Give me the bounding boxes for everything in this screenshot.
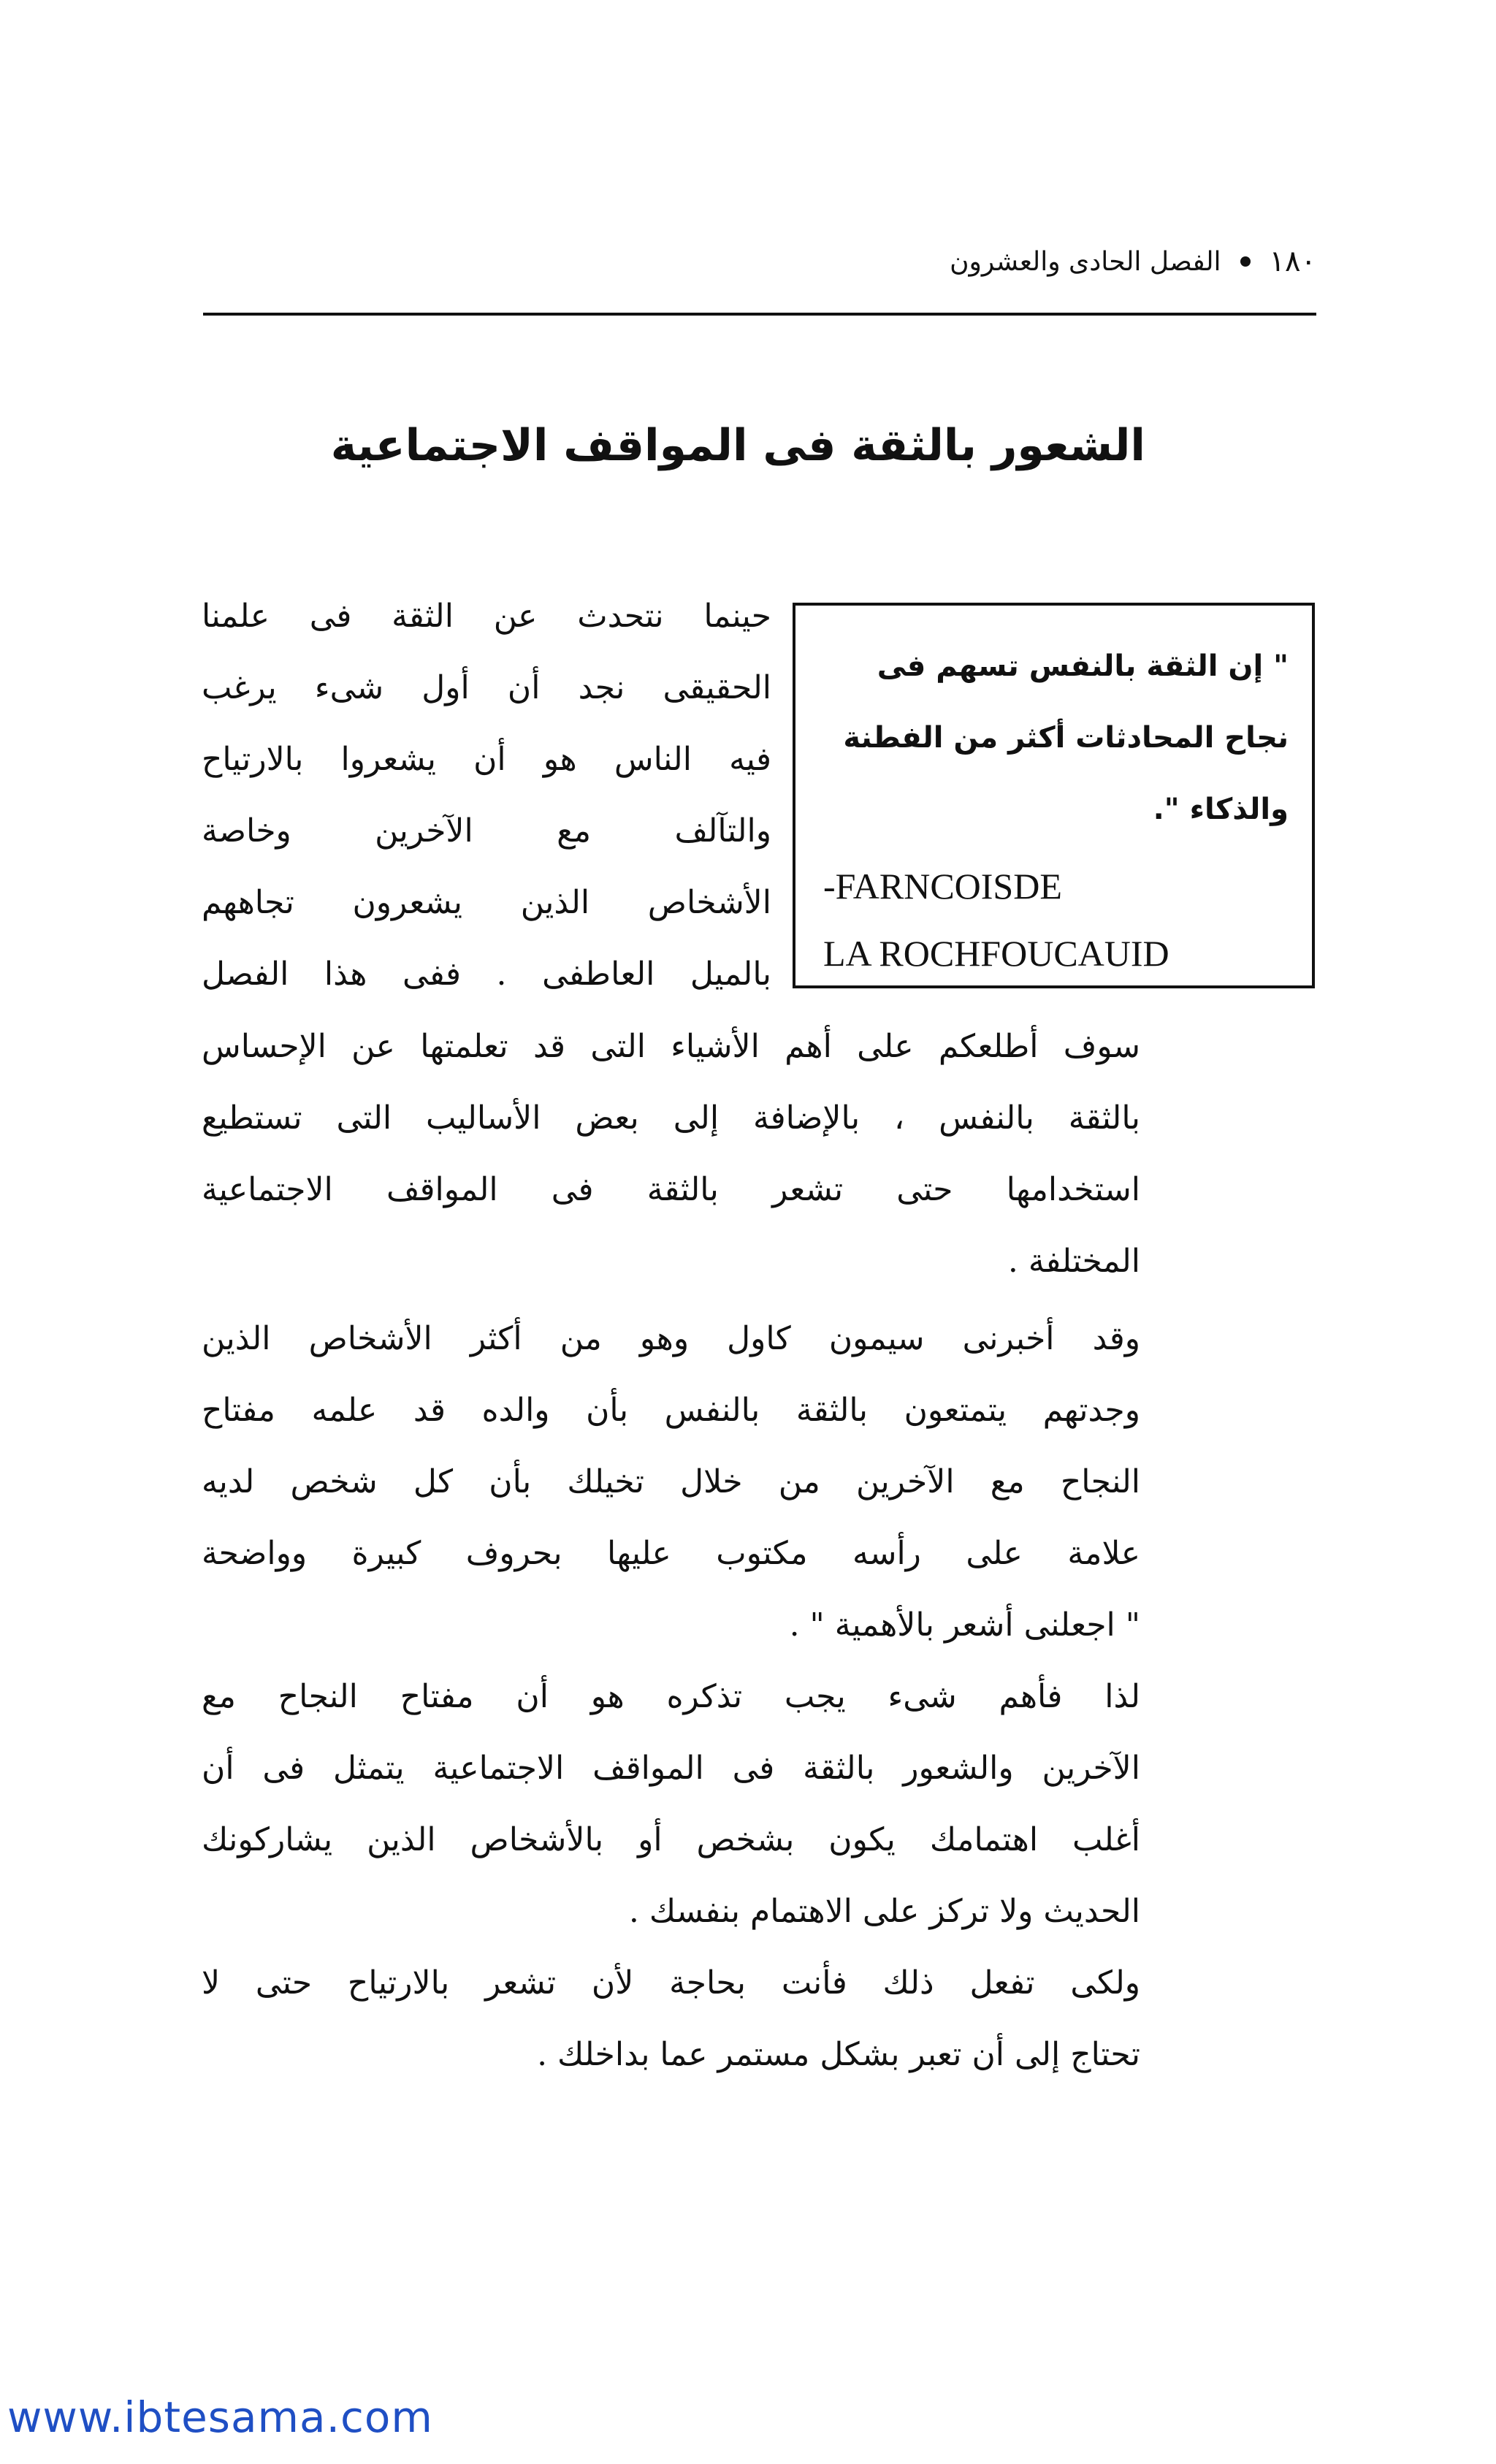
text-line: أغلب اهتمامك يكون بشخص أو بالأشخاص الذين يشاركونك xyxy=(202,1821,1140,1858)
running-header xyxy=(203,232,1316,291)
text-line: وجدتهم يتمتعون بالثقة بالنفس بأن والده قد علمه مفتاح xyxy=(202,1392,1140,1429)
intro-paragraph xyxy=(202,581,771,1010)
text-line: وقد أخبرنى سيمون كاول وهو من أكثر الأشخاص الذين xyxy=(202,1320,1140,1357)
text-line: ولكى تفعل ذلك فأنت بحاجة لأن تشعر بالارتياح حتى لا xyxy=(202,1964,1140,2002)
text-line: الحديث ولا تركز على الاهتمام بنفسك . xyxy=(628,1893,1140,1930)
text-line: الآخرين والشعور بالثقة فى المواقف الاجتماعية يتمثل فى أن xyxy=(202,1750,1140,1787)
paragraph-1 xyxy=(202,1011,1140,1297)
text-line: المختلفة . xyxy=(1007,1243,1140,1280)
quote-author xyxy=(823,853,1289,987)
site-watermark: www.ibtesama.com xyxy=(7,2392,433,2442)
text-line: حينما نتحدث عن الثقة فى علمنا xyxy=(202,598,771,635)
text-line: الأشخاص الذين يشعرون تجاههم xyxy=(202,884,771,921)
paragraph-2 xyxy=(202,1303,1140,1661)
text-line: النجاح مع الآخرين من خلال تخيلك بأن كل شخص لديه xyxy=(202,1463,1140,1500)
quote-text: " إن الثقة بالنفس تسهم فى نجاح المحادثات أكثر من الفطنة والذكاء ". xyxy=(843,649,1289,826)
text-line: فيه الناس هو أن يشعروا بالارتياح xyxy=(202,741,771,778)
text-line: بالميل العاطفى . ففى هذا الفصل xyxy=(202,956,771,993)
quote-author-line-1: -FARNCOISDE xyxy=(823,866,1062,907)
page-number: ١٨٠ xyxy=(1269,245,1316,278)
text-line: سوف أطلعكم على أهم الأشياء التى قد تعلمتها عن الإحساس xyxy=(202,1028,1140,1065)
quote-author-line-2: LA ROCHFOUCAUID xyxy=(823,933,1169,974)
pull-quote-box xyxy=(793,603,1315,988)
text-line: لذا فأهم شىء يجب تذكره هو أن مفتاح النجاح مع xyxy=(202,1678,1140,1715)
text-line: علامة على رأسه مكتوب عليها بحروف كبيرة وواضحة xyxy=(202,1535,1140,1572)
header-bullet xyxy=(1240,256,1251,267)
text-line: " اجعلنى أشعر بالأهمية " . xyxy=(789,1606,1140,1644)
section-title: الشعور بالثقة فى المواقف الاجتماعية xyxy=(330,420,1145,471)
header-rule xyxy=(203,313,1316,316)
paragraph-4 xyxy=(202,1948,1140,2091)
text-line: الحقيقى نجد أن أول شىء يرغب xyxy=(202,669,771,706)
chapter-title: الفصل الحادى والعشرون xyxy=(950,246,1221,277)
body-text xyxy=(202,1011,1140,2091)
paragraph-3 xyxy=(202,1661,1140,1948)
text-line: بالثقة بالنفس ، بالإضافة إلى بعض الأساليب التى تستطيع xyxy=(202,1099,1140,1137)
text-line: استخدامها حتى تشعر بالثقة فى المواقف الاجتماعية xyxy=(202,1171,1140,1208)
text-line: والتآلف مع الآخرين وخاصة xyxy=(202,812,771,850)
text-line: تحتاج إلى أن تعبر بشكل مستمر عما بداخلك . xyxy=(537,2036,1140,2073)
